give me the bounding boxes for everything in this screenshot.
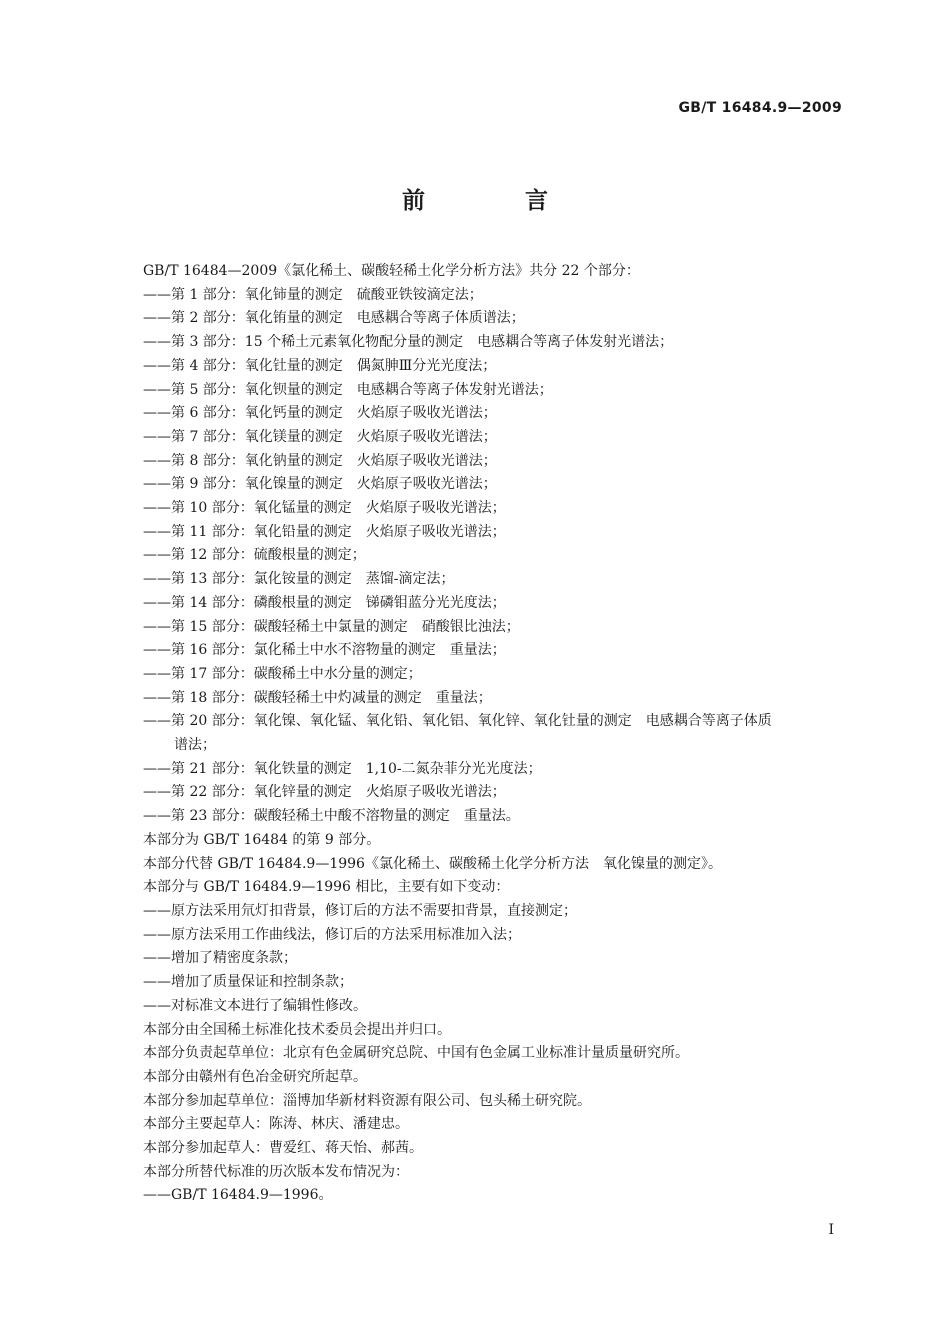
change-item: ——对标准文本进行了编辑性修改。 [143, 997, 367, 1014]
part-item: ——第 10 部分：氧化锰量的测定 火焰原子吸收光谱法； [143, 500, 506, 517]
change-item: ——原方法采用工作曲线法，修订后的方法采用标准加入法； [143, 926, 521, 943]
part-item: ——第 22 部分：氧化锌量的测定 火焰原子吸收光谱法； [143, 784, 506, 801]
statement: 本部分所替代标准的历次版本发布情况为： [143, 1163, 409, 1180]
part-item: ——第 3 部分：15 个稀土元素氧化物配分量的测定 电感耦合等离子体发射光谱法； [143, 334, 674, 351]
page-number: I [828, 1222, 834, 1238]
part-item: ——第 1 部分：氧化铈量的测定 硫酸亚铁铵滴定法； [143, 286, 483, 303]
part-item-20-continuation: 谱法； [174, 737, 216, 754]
part-item: ——第 9 部分：氧化镍量的测定 火焰原子吸收光谱法； [143, 476, 497, 493]
statement: 本部分由赣州有色冶金研究所起草。 [143, 1068, 367, 1085]
history-item: ——GB/T 16484.9—1996。 [143, 1187, 333, 1204]
part-item: ——第 14 部分：磷酸根量的测定 锑磷钼蓝分光光度法； [143, 594, 506, 611]
statement: 本部分与 GB/T 16484.9—1996 相比，主要有如下变动： [143, 879, 510, 896]
change-item: ——原方法采用氘灯扣背景，修订后的方法不需要扣背景，直接测定； [143, 902, 577, 919]
part-item: ——第 6 部分：氧化钙量的测定 火焰原子吸收光谱法； [143, 405, 497, 422]
part-item: ——第 12 部分：硫酸根量的测定； [143, 547, 366, 564]
intro-line: GB/T 16484—2009《氯化稀土、碳酸轻稀土化学分析方法》共分 22 个部分： [143, 263, 640, 279]
part-item: ——第 13 部分：氯化铵量的测定 蒸馏-滴定法； [143, 571, 455, 588]
part-item: ——第 2 部分：氧化铕量的测定 电感耦合等离子体质谱法； [143, 310, 525, 327]
statement: 本部分为 GB/T 16484 的第 9 部分。 [143, 831, 381, 848]
part-item: ——第 4 部分：氧化钍量的测定 偶氮胂Ⅲ分光光度法； [143, 357, 497, 374]
statement: 本部分由全国稀土标准化技术委员会提出并归口。 [143, 1021, 451, 1038]
statement: 本部分主要起草人：陈涛、林庆、潘建忠。 [143, 1116, 409, 1133]
document-code: GB/T 16484.9—2009 [678, 100, 842, 116]
part-item: ——第 15 部分：碳酸轻稀土中氯量的测定 硝酸银比浊法； [143, 618, 520, 635]
part-item: ——第 11 部分：氧化铅量的测定 火焰原子吸收光谱法； [143, 523, 506, 540]
statement: 本部分代替 GB/T 16484.9—1996《氯化稀土、碳酸稀土化学分析方法 氧化镍量的测定》。 [143, 855, 722, 872]
part-item: ——第 18 部分：碳酸轻稀土中灼减量的测定 重量法； [143, 689, 492, 706]
change-item: ——增加了质量保证和控制条款； [143, 974, 353, 991]
change-item: ——增加了精密度条款； [143, 950, 297, 967]
part-item: ——第 8 部分：氧化钠量的测定 火焰原子吸收光谱法； [143, 452, 497, 469]
statement: 本部分负责起草单位：北京有色金属研究总院、中国有色金属工业标准计量质量研究所。 [143, 1045, 689, 1062]
foreword-body [143, 260, 848, 1208]
page-title: 前 言 [401, 188, 594, 214]
part-item-20: ——第 20 部分：氧化镍、氧化锰、氧化铅、氧化铝、氧化锌、氧化钍量的测定 电感耦合等离子体质 [143, 713, 772, 730]
part-item: ——第 21 部分：氧化铁量的测定 1,10-二氮杂菲分光光度法； [143, 760, 542, 777]
part-item: ——第 5 部分：氧化钡量的测定 电感耦合等离子体发射光谱法； [143, 381, 553, 398]
statement: 本部分参加起草单位：淄博加华新材料资源有限公司、包头稀土研究院。 [143, 1092, 591, 1109]
part-item: ——第 16 部分：氯化稀土中水不溶物量的测定 重量法； [143, 642, 506, 659]
statement: 本部分参加起草人：曹爱红、蒋天怡、郝茜。 [143, 1140, 423, 1157]
part-item: ——第 23 部分：碳酸轻稀土中酸不溶物量的测定 重量法。 [143, 808, 520, 825]
part-item: ——第 7 部分：氧化镁量的测定 火焰原子吸收光谱法； [143, 428, 497, 445]
part-item: ——第 17 部分：碳酸稀土中水分量的测定； [143, 665, 422, 682]
